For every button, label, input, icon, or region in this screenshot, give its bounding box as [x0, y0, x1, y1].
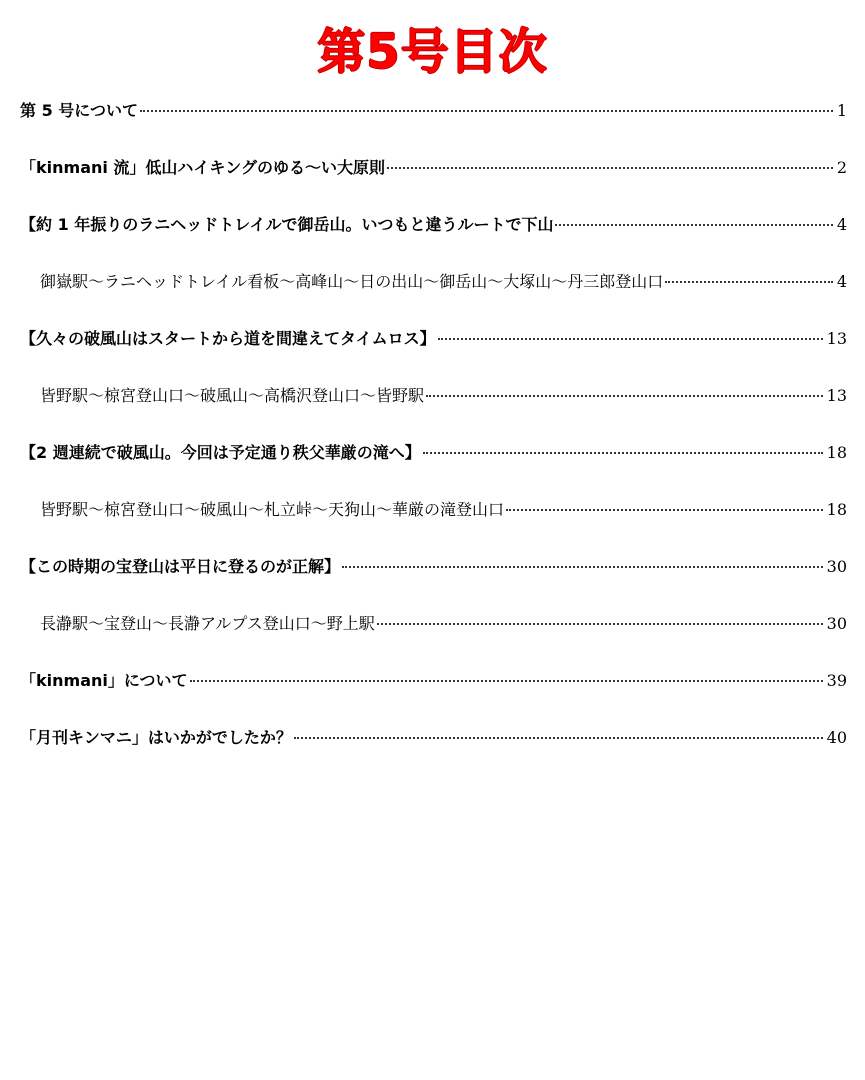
- toc-entry-page: 39: [826, 671, 847, 690]
- toc-entry-3: [20, 211, 847, 239]
- dot-leader: [506, 509, 823, 511]
- dot-leader: [665, 281, 833, 283]
- toc-entry-1: [20, 97, 847, 125]
- toc-entry-page: 40: [826, 728, 847, 747]
- dot-leader: [140, 110, 833, 112]
- toc-entry-2: [20, 154, 847, 182]
- dot-leader: [190, 680, 823, 682]
- toc-entry-page: 13: [826, 329, 847, 348]
- toc-entry-page: 30: [826, 557, 847, 576]
- toc-entry-6: [20, 553, 847, 581]
- toc-entry-page: 4: [836, 272, 847, 291]
- toc-entry-label: 「kinmani 流」低山ハイキングのゆる〜い大原則: [20, 158, 385, 177]
- toc-entry-page: 18: [826, 500, 847, 519]
- toc-subentry-3-1: [40, 268, 847, 296]
- toc-entry-page: 30: [826, 614, 847, 633]
- dot-leader: [426, 395, 823, 397]
- toc-entry-page: 18: [826, 443, 847, 462]
- toc-entry-label: 皆野駅〜椋宮登山口〜破風山〜札立峠〜天狗山〜華厳の滝登山口: [40, 500, 505, 519]
- toc-entry-label: 第 5 号について: [20, 101, 138, 120]
- dot-leader: [387, 167, 833, 169]
- toc-entry-label: 【約 1 年振りのラニヘッドトレイルで御岳山。いつもと違うルートで下山: [20, 215, 554, 234]
- toc-subentry-6-1: [40, 610, 847, 638]
- toc-entry-7: [20, 667, 847, 695]
- page-title: 第5号目次: [317, 24, 548, 80]
- toc-entry-label: 皆野駅〜椋宮登山口〜破風山〜高橋沢登山口〜皆野駅: [40, 386, 425, 405]
- toc-entry-page: 13: [826, 386, 847, 405]
- toc-entry-label: 御嶽駅〜ラニヘッドトレイル看板〜高峰山〜日の出山〜御岳山〜大塚山〜丹三郎登山口: [40, 272, 664, 291]
- toc-subentry-4-1: [40, 382, 847, 410]
- dot-leader: [294, 737, 823, 739]
- dot-leader: [342, 566, 823, 568]
- toc-entry-page: 2: [836, 158, 847, 177]
- toc-entry-label: 【この時期の宝登山は平日に登るのが正解】: [20, 557, 341, 576]
- dot-leader: [555, 224, 832, 226]
- toc-entry-page: 1: [836, 101, 847, 120]
- toc-entry-label: 長瀞駅〜宝登山〜長瀞アルプス登山口〜野上駅: [40, 614, 375, 633]
- toc-entry-8: [20, 724, 847, 752]
- dot-leader: [377, 623, 823, 625]
- toc-entry-label: 【久々の破風山はスタートから道を間違えてタイムロス】: [20, 329, 436, 348]
- toc-entry-label: 「kinmani」について: [20, 671, 188, 690]
- toc-entry-label: 「月刊キンマニ」はいかがでしたか？: [20, 728, 292, 747]
- toc-entry-label: 【2 週連続で破風山。今回は予定通り秩父華厳の滝へ】: [20, 443, 421, 462]
- toc-entry-page: 4: [836, 215, 847, 234]
- dot-leader: [423, 452, 823, 454]
- toc-entry-4: [20, 325, 847, 353]
- dot-leader: [438, 338, 823, 340]
- toc-subentry-5-1: [40, 496, 847, 524]
- toc-entry-5: [20, 439, 847, 467]
